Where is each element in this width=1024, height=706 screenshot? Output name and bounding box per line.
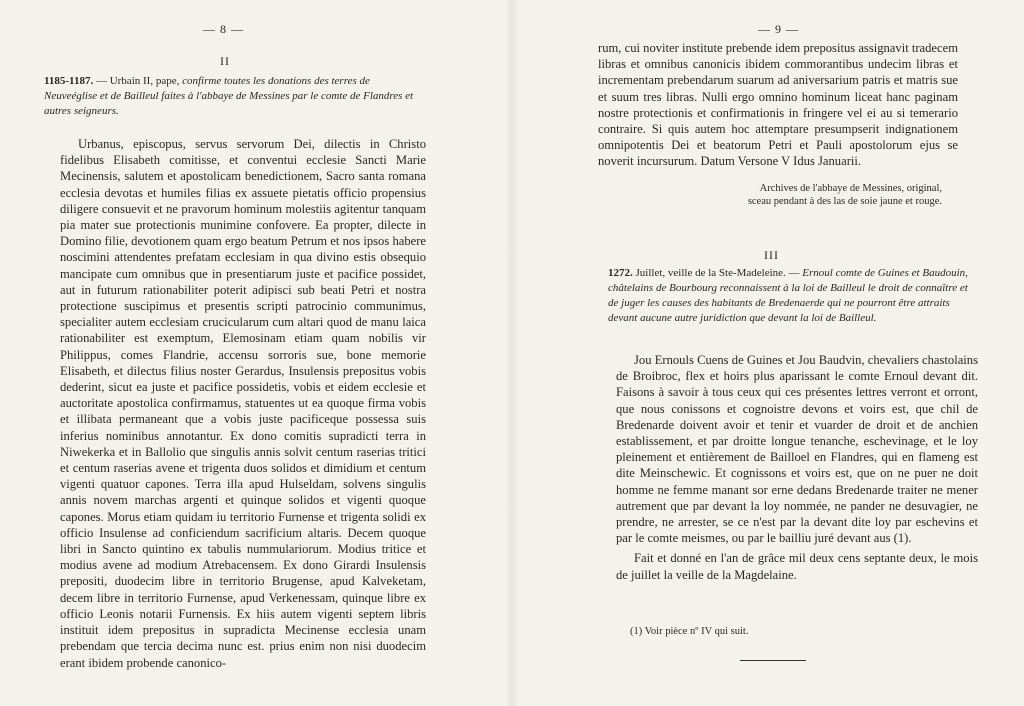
- document-body: [616, 352, 978, 583]
- heading-lead: — Urbain II, pape,: [95, 75, 180, 87]
- continuation-text: [598, 40, 958, 170]
- document-heading: [44, 74, 414, 119]
- section-number: II: [220, 54, 230, 68]
- heading-summary: confirme toutes les donations des terres de Neuveéglise et de Bailleul faites à l'abbaye de Messines par le comte de Flandres et autres seigneurs.: [44, 75, 414, 117]
- body-paragraph: Urbanus, episcopus, servus servorum Dei, dilectis in Christo fidelibus Elisabeth comitisse, et conventui ecclesie Sancti Marie Mecinensis, salutem et apostolicam benedictionem, Sacro santa romana ecclesia devotas et humiles filias ex assuete pietatis officio propensius diligere consuevit et ne pravorum hominum molestiis agitentur tanquam pia mater sue protectionis munimine confovere. Ea propter, dilecte in Domino filie, devotionem quam ergo beatum Petrum et nos ipsos habere noscimini attendentes prefatam ecclesiam in qua divino estis obsequio mancipate cum omnibus que in presentiarum juste et pacifice possidet, aut in futurum rationabiliter poterit adipisci sub beati Petri et nostra protectione suscipimus et presentis scripti patrocinio communimus, specialiter autem ecclesiam crucicularum cum altari quod de manu laica rationabiliter est exemptum, Elemosinam etiam quam nobilis vir Philippus, comes Flandrie, accensu sorroris sue, bone memorie Elisabeth, et dilectus filius noster Gerardus, Insulensis prepositus vobis dederint, sicut ea juste et pacifice possidetis, vobis et eidem ecclesie et auctoritate apostolica confirmamus, statuentes ut ea quoque firma vobis et illibata permaneant que a vobis juste pacificeque possessa suis inferius nominibus annotantur. Ex dono comitis supradicti terra in Niwekerka et in Ballolio que singulis annis solvit centum raserias tritici et centum raserias avene et trigenta duos solidos et dimidium et centum vigenti quatuor capones. Terra illa apud Hulseldam, solvens singulis annis novem marchas argenti et quinque solidos et vigenti quoque capones. Morus etiam quidam iu territorio Furnense et trigenta solidi ex officio Insulense ad conficiendum sacrificium altaris. Decem quoque libri in Sancto quintino ex tabulis nummulariorum. Modius tritice et modius avene ad modium Atrebacensem. Ex dono Girardi Insulensis prepositi, duodecim libre in territorio Brugense, apud Kalveketam, decem libre in territorio Furnense, apud Verkenessam, quinque libre ex officio Leonis notarii Furnensis. Ex hiis autem vigenti septem libris instituit idem prepositus in supradicta Mecinense ecclesia unam prebendam que tercia decima nunc est. prius enim non nisi duodecim erant ibidem probende canonico-: [60, 137, 426, 670]
- source-citation: Archives de l'abbaye de Messines, original, sceau pendant à des las de soie jaune et rouge.: [747, 183, 942, 207]
- body-paragraph: rum, cui noviter institute prebende idem prepositus assignavit tradecem libras et omnibus canonicis ibidem commorantibus undecim libras et incrementam prebendarum suarum ad aniversarium patris et matris sue et suum tres libras. Nulli ergo omnino hominum liceat hanc paginam nostre protectionis et confirmationis in fringere vel ei au si temerario contraire. Si quis autem hoc attemptare presumpserit indignationem omnipotentis Dei et beatorum Petri et Pauli apostolorum ejus se noverit incursurum. Datum Versone V Idus Januarii.: [598, 41, 958, 169]
- heading-summary: Ernoul comte de Guines et Baudouin, châtelains de Bourbourg reconnaissent à la loi de Bailleul le droit de connaître et de juger les causes des habitants de Bredenaerde qui ne pourront être attraits devant aucune autre juridiction que devant la loi de Bailleul.: [608, 267, 968, 324]
- heading-date: 1185-1187.: [44, 75, 94, 87]
- body-paragraph: Jou Ernouls Cuens de Guines et Jou Baudvin, chevaliers chastolains de Broibroc, flex et hoirs plus aparissant le comte Ernoul devant dit. Faisons à savoir à tous ceux qui ces présentes lettres verront et orront, que nous conissons et cognoistre devons et voirs est, que chil de Bredenarde doivent avoir et tenir et vuarder de droit et de anchien establissement, et par droitte longue tenanche, eschevinage, et le loy pleinement et entièrement de Bailloel en Flandres, qui en flameng est dite Meinschewic. Et cognissons et voirs est, que on ne puer ne doit homme ne femme manant sor erne dedans Bredenarde traiter ne mener autrement que par devant la loy nommée, ne pander ne desuvagier, ne prendre, ne arrester, se ce n'est par la devant dite loy par eschevins et par le comte meismes, ou par le bailliu juré devant aus (1).: [616, 353, 978, 546]
- heading-date: 1272.: [608, 267, 633, 279]
- document-heading: [608, 266, 968, 326]
- section-number: III: [764, 248, 779, 262]
- document-body: [60, 136, 426, 671]
- heading-lead: Juillet, veille de la Ste-Madeleine. —: [635, 267, 800, 279]
- footnote-rule: [740, 660, 806, 661]
- page-number: — 9 —: [758, 22, 799, 36]
- right-page: [512, 0, 1024, 706]
- page-number: — 8 —: [203, 22, 244, 36]
- closing-paragraph: Fait et donné en l'an de grâce mil deux cens septante deux, le mois de juillet la veille de la Magdelaine.: [616, 551, 978, 582]
- footnote: (1) Voir pièce nº IV qui suit.: [630, 626, 749, 637]
